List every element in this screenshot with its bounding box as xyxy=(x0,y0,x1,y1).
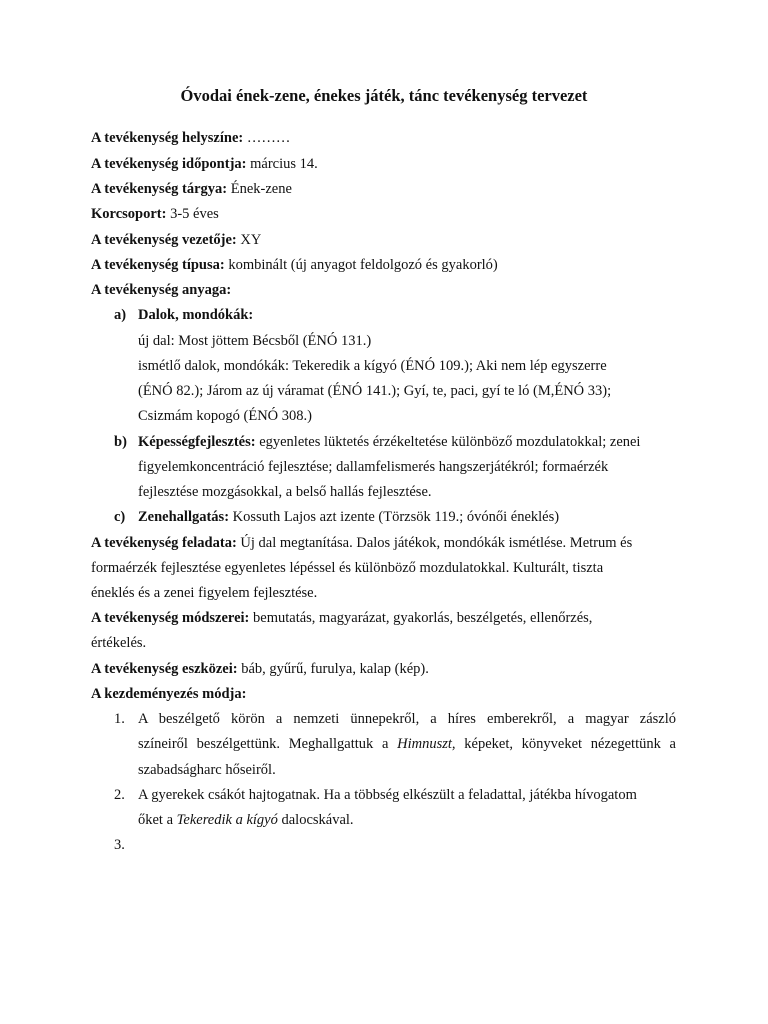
kezdemenyezes-heading: A kezdeményezés módja: xyxy=(91,686,247,702)
eszkozei-label: A tevékenység eszközei: xyxy=(91,661,238,677)
list-a-line: Csizmám kopogó (ÉNÓ 308.) xyxy=(138,408,312,424)
field-label: A tevékenység típusa: xyxy=(91,257,225,273)
list-marker-c: c) xyxy=(114,509,126,525)
step-number: 1. xyxy=(114,711,125,727)
field-value: kombinált (új anyagot feldolgozó és gyakorló) xyxy=(224,257,498,273)
field-value: Ének-zene xyxy=(227,181,292,197)
step-number: 3. xyxy=(114,837,125,853)
list-b-label: Képességfejlesztés: xyxy=(138,434,256,450)
field-idopont xyxy=(91,154,318,174)
step-number: 2. xyxy=(114,787,125,803)
feladata-line: éneklés és a zenei figyelem fejlesztése. xyxy=(91,585,318,601)
field-vezeto xyxy=(91,230,261,250)
field-korcsoport xyxy=(91,204,219,224)
list-a-line: (ÉNÓ 82.); Járom az új váramat (ÉNÓ 141.); Gyí, te, paci, gyí te ló (M,ÉNÓ 33); xyxy=(138,383,612,399)
field-value: március 14. xyxy=(246,156,318,172)
modszerei-line: A tevékenység módszerei: bemutatás, magyarázat, gyakorlás, beszélgetés, ellenőrzés, xyxy=(91,610,593,626)
list-marker-b: b) xyxy=(114,434,127,450)
page-title: Óvodai ének-zene, énekes játék, tánc tevékenység tervezet xyxy=(180,86,588,105)
list-b-line: fejlesztése mozgásokkal, a belső hallás fejlesztése. xyxy=(138,484,432,500)
field-value: 3-5 éves xyxy=(166,206,219,222)
step-line: őket a Tekeredik a kígyó dalocskával. xyxy=(138,812,354,828)
field-label: A tevékenység anyaga: xyxy=(91,282,232,298)
modszerei-label: A tevékenység módszerei: xyxy=(91,610,250,626)
field-helyszin xyxy=(91,128,290,148)
field-label: Korcsoport: xyxy=(91,206,167,222)
field-label: A tevékenység tárgya: xyxy=(91,181,228,197)
list-a-heading: Dalok, mondókák: xyxy=(138,307,254,323)
field-tipus xyxy=(91,255,498,275)
feladata-label: A tevékenység feladata: xyxy=(91,535,237,551)
list-c-line: Zenehallgatás: Kossuth Lajos azt izente (Törzsök 119.; óvónői éneklés) xyxy=(138,509,560,525)
field-anyaga xyxy=(91,280,231,300)
field-label: A tevékenység időpontja: xyxy=(91,156,247,172)
feladata-line: formaérzék fejlesztése egyenletes lépéssel és különböző mozdulatokkal. Kulturált, tiszta xyxy=(91,560,604,576)
list-b-line: Képességfejlesztés: egyenletes lüktetés érzékeltetése különböző mozdulatokkal; zenei xyxy=(138,434,641,450)
step-line: szabadságharc hőseiről. xyxy=(138,762,276,778)
list-a-line: ismétlő dalok, mondókák: Tekeredik a kígyó (ÉNÓ 109.); Aki nem lép egyszerre xyxy=(138,358,607,374)
step-line: A gyerekek csákót hajtogatnak. Ha a többség elkészült a feladattal, játékba hívogatom xyxy=(138,787,637,803)
list-marker-a: a) xyxy=(114,307,127,323)
list-a-line: új dal: Most jöttem Bécsből (ÉNÓ 131.) xyxy=(138,333,372,349)
field-targy xyxy=(91,179,292,199)
list-c-label: Zenehallgatás: xyxy=(138,509,230,525)
field-label: A tevékenység vezetője: xyxy=(91,232,237,248)
field-value: ……… xyxy=(243,130,291,146)
step-line: A beszélgető körön a nemzeti ünnepekről, a híres emberekről, a magyar zászló xyxy=(138,711,676,727)
list-b-line: figyelemkoncentráció fejlesztése; dallamfelismerés hangszerjátékról; formaérzék xyxy=(138,459,609,475)
field-label: A tevékenység helyszíne: xyxy=(91,130,244,146)
step-line: színeiről beszélgettünk. Meghallgattuk a Himnuszt, képeket, könyveket nézegettünk a xyxy=(138,736,676,752)
modszerei-line: értékelés. xyxy=(91,635,147,651)
eszkozei-line: A tevékenység eszközei: báb, gyűrű, furulya, kalap (kép). xyxy=(91,661,429,677)
feladata-line: A tevékenység feladata: Új dal megtanítása. Dalos játékok, mondókák ismétlése. Metrum és xyxy=(91,535,633,551)
field-value: XY xyxy=(236,232,262,248)
